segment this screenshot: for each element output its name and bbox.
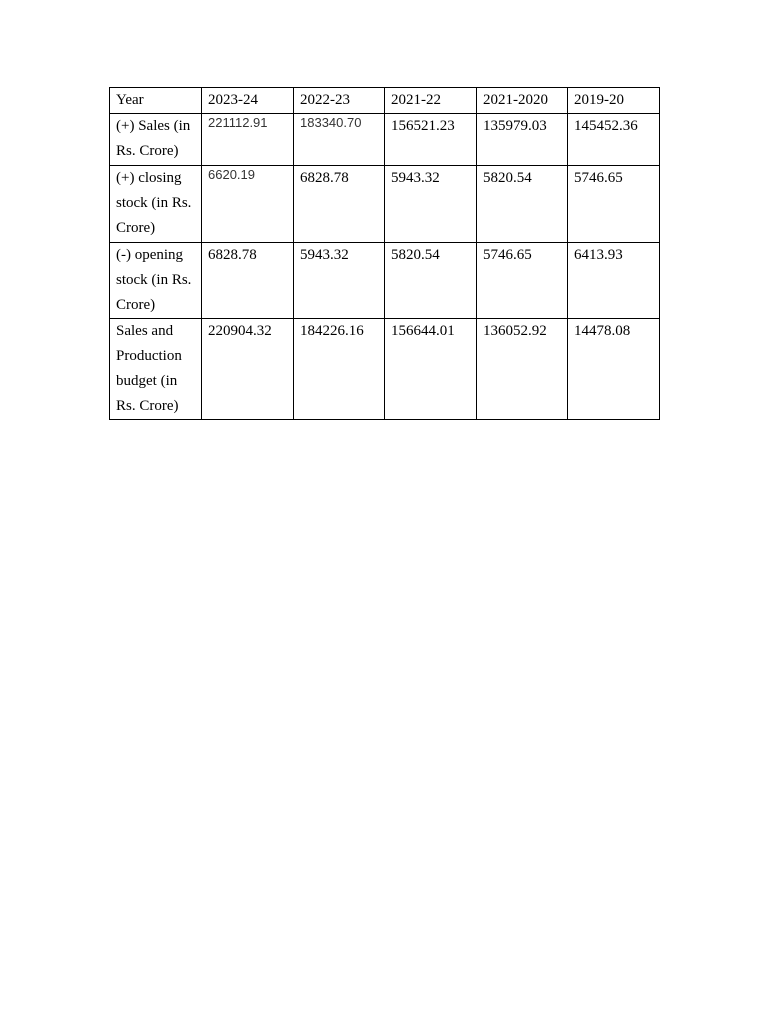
table-row-closing-stock [110, 166, 660, 243]
row-label-cell: (-) opening stock (in Rs. Crore) [110, 243, 202, 319]
value-cell: 135979.03 [477, 114, 568, 166]
row-label-cell: (+) closing stock (in Rs. Crore) [110, 166, 202, 243]
value-cell: 221112.91 [202, 114, 294, 166]
value-cell: 5820.54 [385, 243, 477, 319]
header-year-cell: 2021-22 [385, 88, 477, 114]
value-cell: 5943.32 [294, 243, 385, 319]
value-cell: 145452.36 [568, 114, 660, 166]
value-cell: 156521.23 [385, 114, 477, 166]
value-cell: 156644.01 [385, 319, 477, 420]
value-cell: 184226.16 [294, 319, 385, 420]
header-year-cell: 2019-20 [568, 88, 660, 114]
table-header-row [110, 88, 660, 114]
row-label-cell: Sales and Production budget (in Rs. Crore) [110, 319, 202, 420]
table-row-sales [110, 114, 660, 166]
header-year-cell: 2022-23 [294, 88, 385, 114]
row-label-cell: (+) Sales (in Rs. Crore) [110, 114, 202, 166]
header-year-cell: 2023-24 [202, 88, 294, 114]
value-cell: 5746.65 [568, 166, 660, 243]
value-cell: 183340.70 [294, 114, 385, 166]
value-cell: 6828.78 [294, 166, 385, 243]
value-cell: 6413.93 [568, 243, 660, 319]
value-cell: 5746.65 [477, 243, 568, 319]
value-cell: 6828.78 [202, 243, 294, 319]
header-label-cell: Year [110, 88, 202, 114]
value-cell: 220904.32 [202, 319, 294, 420]
value-cell: 5820.54 [477, 166, 568, 243]
value-cell: 14478.08 [568, 319, 660, 420]
value-cell: 6620.19 [202, 166, 294, 243]
header-year-cell: 2021-2020 [477, 88, 568, 114]
table-row-opening-stock [110, 243, 660, 319]
value-cell: 5943.32 [385, 166, 477, 243]
value-cell: 136052.92 [477, 319, 568, 420]
budget-table [109, 87, 660, 420]
table-row-production-budget [110, 319, 660, 420]
